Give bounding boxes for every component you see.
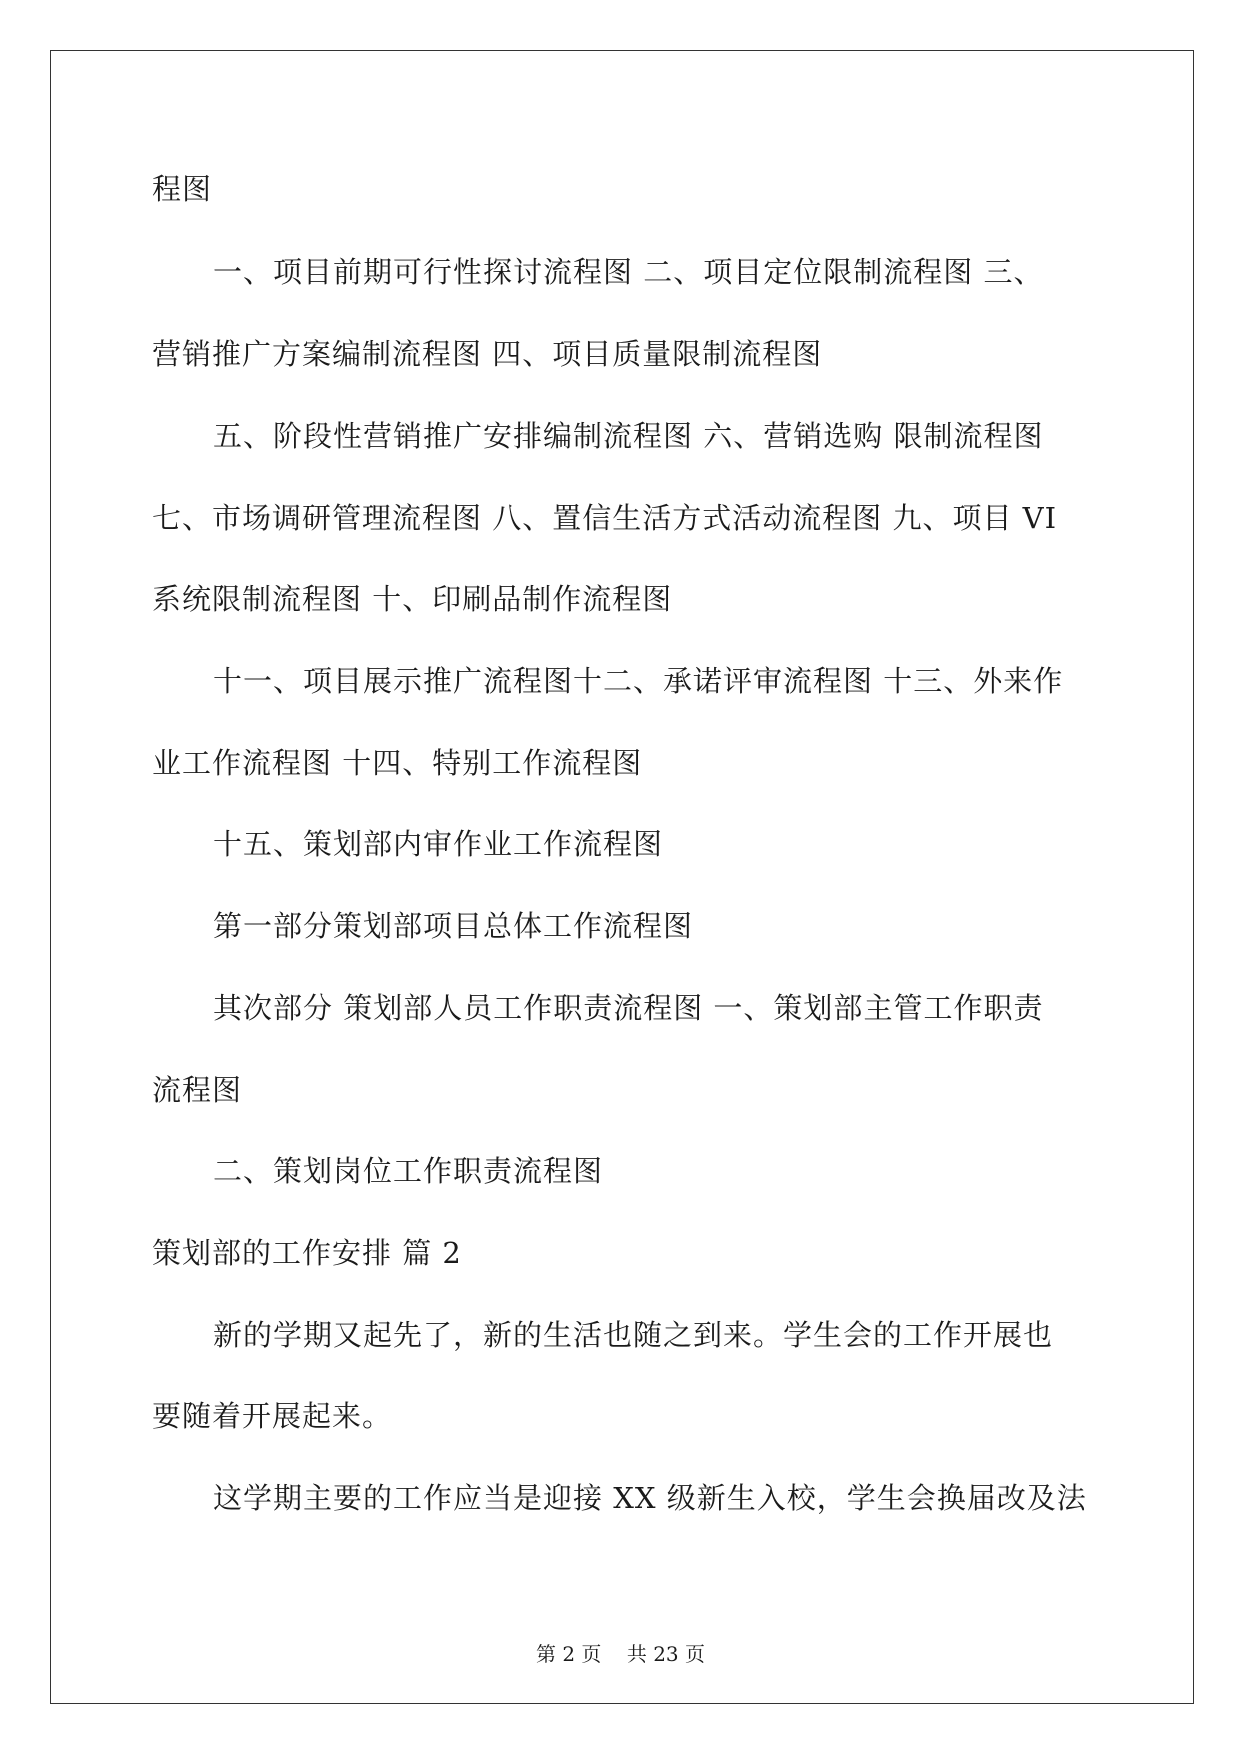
section-heading: 策划部的工作安排 篇 2 (152, 1236, 462, 1270)
text-line: 营销推广方案编制流程图 四、项目质量限制流程图 (152, 337, 823, 371)
text-line: 要随着开展起来。 (152, 1399, 393, 1433)
page-frame (50, 50, 1194, 1704)
text-line: 十五、策划部内审作业工作流程图 (213, 827, 664, 861)
text-line: 业工作流程图 十四、特别工作流程图 (152, 746, 643, 780)
text-line: 这学期主要的工作应当是迎接 XX 级新生入校，学生会换届改及法 (213, 1481, 1087, 1515)
text-line: 程图 (152, 172, 213, 206)
text-line: 其次部分 策划部人员工作职责流程图 一、策划部主管工作职责 (213, 991, 1044, 1025)
text-line: 第一部分策划部项目总体工作流程图 (213, 909, 694, 943)
text-line: 流程图 (152, 1073, 243, 1107)
text-line: 新的学期又起先了，新的生活也随之到来。学生会的工作开展也 (213, 1318, 1054, 1352)
text-line: 一、项目前期可行性探讨流程图 二、项目定位限制流程图 三、 (213, 255, 1044, 289)
text-line: 系统限制流程图 十、印刷品制作流程图 (152, 582, 673, 616)
text-line: 五、阶段性营销推广安排编制流程图 六、营销选购 限制流程图 (213, 419, 1044, 453)
text-line: 二、策划岗位工作职责流程图 (213, 1154, 604, 1188)
page-number: 第 2 页 共 23 页 (535, 1642, 706, 1666)
text-line: 十一、项目展示推广流程图十二、承诺评审流程图 十三、外来作 (213, 664, 1064, 698)
text-line: 七、市场调研管理流程图 八、置信生活方式活动流程图 九、项目 VI (152, 501, 1058, 535)
